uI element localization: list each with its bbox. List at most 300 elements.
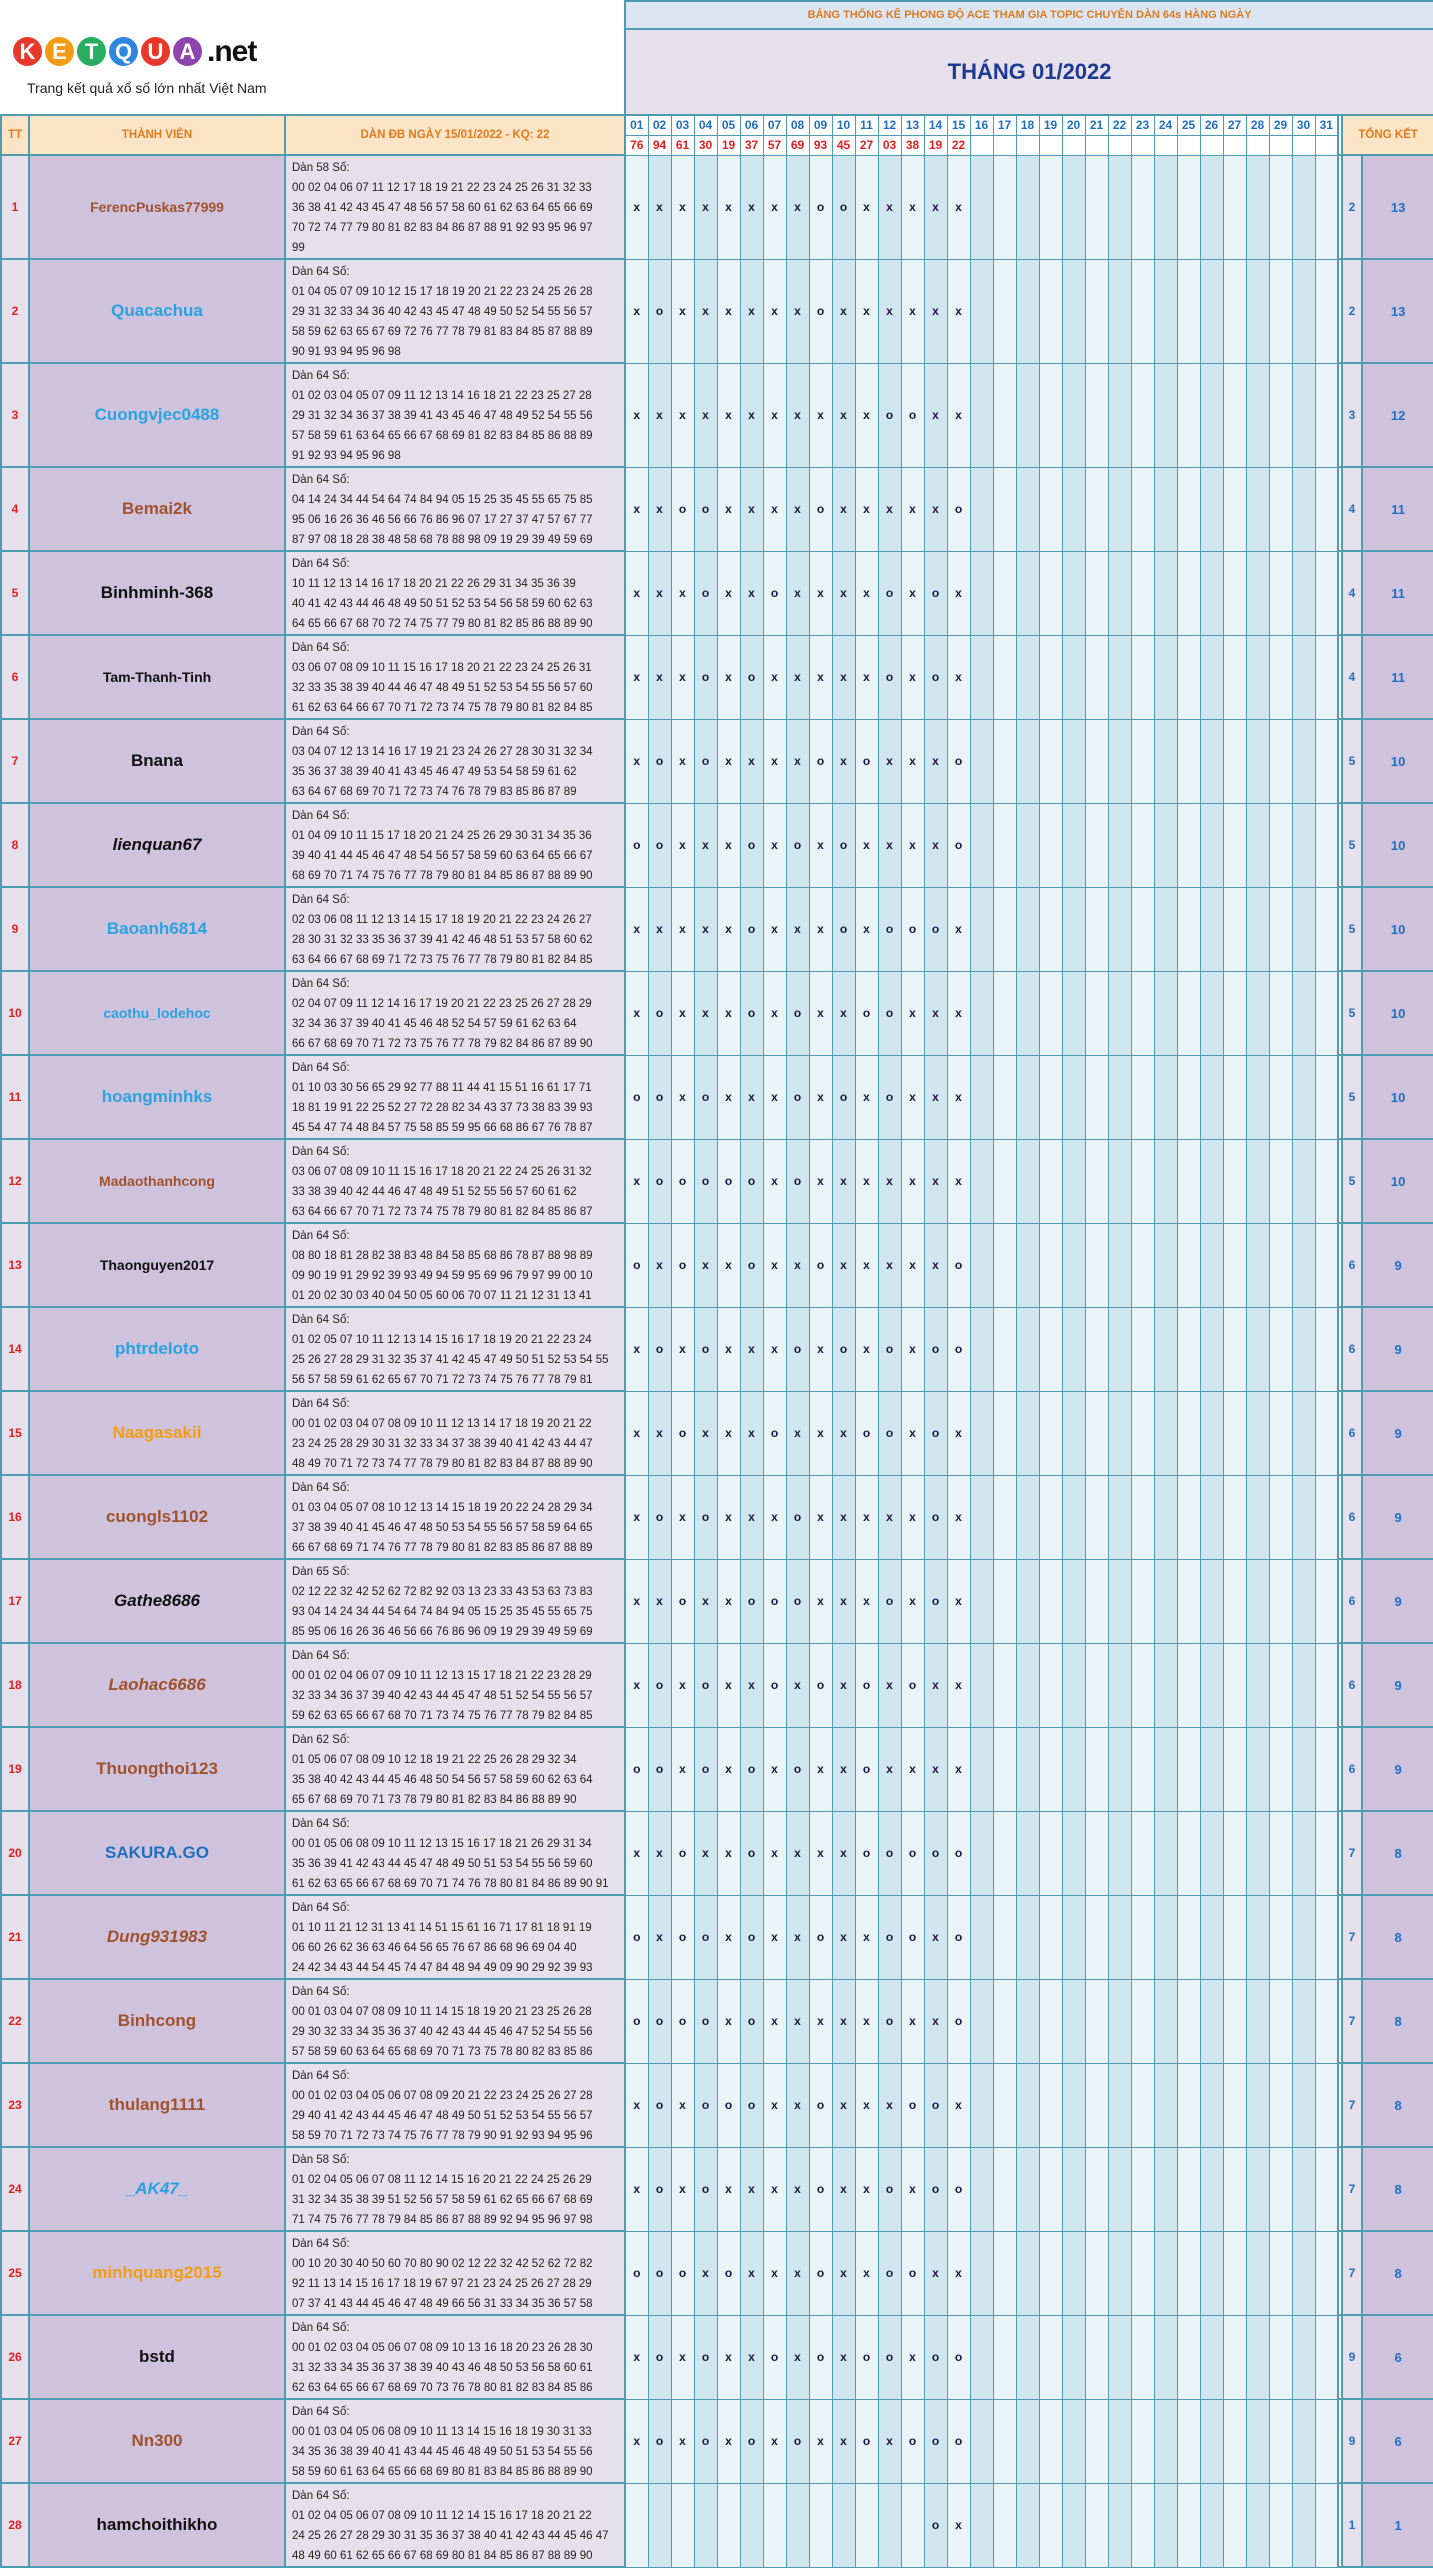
dan-numbers: 01 10 11 21 12 31 13 41 14 51 15 61 16 71 17 81 18 91 19	[292, 1922, 592, 1934]
row-index: 12	[1, 1139, 29, 1223]
day-result-14: 19	[924, 135, 947, 155]
day-mark	[1039, 1727, 1062, 1811]
day-result-25	[1177, 135, 1200, 155]
day-mark	[1039, 2315, 1062, 2399]
day-mark	[1223, 259, 1246, 363]
member-name[interactable]: Baoanh6814	[106, 919, 208, 938]
day-result-03: 61	[671, 135, 694, 155]
day-mark	[1246, 467, 1269, 551]
day-mark	[1223, 719, 1246, 803]
member-cell	[29, 259, 285, 363]
member-cell	[29, 551, 285, 635]
day-mark	[878, 2483, 901, 2567]
member-cell	[29, 719, 285, 803]
member-name[interactable]: Madaothanhcong	[99, 1173, 215, 1189]
day-mark	[1223, 1055, 1246, 1139]
day-mark	[1223, 887, 1246, 971]
row-index: 13	[1, 1223, 29, 1307]
day-mark: o	[832, 803, 855, 887]
day-mark: x	[763, 1895, 786, 1979]
day-mark: o	[832, 887, 855, 971]
header-dan: DÀN ĐB NGÀY 15/01/2022 - KQ: 22	[285, 115, 625, 155]
dan-numbers: 29 31 32 34 36 37 38 39 41 43 45 46 47 48 49 52 54 55 56	[292, 410, 593, 422]
day-mark	[1246, 1055, 1269, 1139]
day-mark	[1246, 1643, 1269, 1727]
day-mark	[1269, 1643, 1292, 1727]
day-mark	[1016, 2147, 1039, 2231]
day-result-22	[1108, 135, 1131, 155]
day-result-05: 19	[717, 135, 740, 155]
dan-cell	[285, 1139, 625, 1223]
day-mark: x	[786, 259, 809, 363]
day-mark	[993, 1139, 1016, 1223]
day-result-11: 27	[855, 135, 878, 155]
dan-numbers: 39 40 41 44 45 46 47 48 54 56 57 58 59 60 63 64 65 66 67	[292, 850, 593, 862]
day-mark: o	[671, 1391, 694, 1475]
day-mark	[1223, 1475, 1246, 1559]
day-mark: o	[809, 155, 832, 259]
day-mark: x	[878, 155, 901, 259]
day-mark: o	[694, 1895, 717, 1979]
day-mark	[1200, 1727, 1223, 1811]
member-name[interactable]: Thuongthoi123	[96, 1759, 218, 1778]
member-name[interactable]: cuongls1102	[105, 1507, 209, 1526]
member-name[interactable]: Thaonguyen2017	[99, 1257, 215, 1273]
dan-numbers: 71 74 75 76 77 78 79 84 85 86 87 88 89 92 94 95 96 97 98	[292, 2214, 593, 2226]
day-mark	[1131, 887, 1154, 971]
member-name[interactable]: thulang1111	[108, 2095, 206, 2114]
day-mark	[970, 1643, 993, 1727]
day-mark	[1269, 1139, 1292, 1223]
day-mark	[970, 635, 993, 719]
member-name[interactable]: Bnana	[131, 751, 183, 770]
member-name[interactable]: SAKURA.GO	[105, 1843, 209, 1862]
day-mark	[1200, 887, 1223, 971]
day-mark	[970, 2315, 993, 2399]
day-mark: x	[763, 2231, 786, 2315]
day-mark: x	[717, 719, 740, 803]
day-mark	[1177, 1139, 1200, 1223]
row-index: 26	[1, 2315, 29, 2399]
dan-cell	[285, 635, 625, 719]
dan-numbers: 29 30 32 33 34 35 36 37 40 42 43 44 45 46 47 52 54 55 56	[292, 2026, 593, 2038]
member-name[interactable]: Quacachua	[111, 301, 203, 320]
day-mark: o	[694, 2147, 717, 2231]
member-name[interactable]: minhquang2015	[92, 2263, 222, 2282]
day-mark: x	[763, 1475, 786, 1559]
day-mark	[809, 2483, 832, 2567]
day-mark	[786, 2483, 809, 2567]
dan-numbers: 24 42 34 43 44 54 45 74 47 84 48 94 49 09 90 29 92 39 93	[292, 1962, 593, 1974]
dan-cell	[285, 719, 625, 803]
day-mark	[1039, 551, 1062, 635]
day-mark	[1131, 2231, 1154, 2315]
day-mark	[1016, 2231, 1039, 2315]
day-mark: o	[878, 1979, 901, 2063]
row-index: 25	[1, 2231, 29, 2315]
day-mark: x	[947, 259, 970, 363]
day-mark: x	[832, 1979, 855, 2063]
day-mark: x	[855, 1223, 878, 1307]
day-mark	[1246, 1895, 1269, 1979]
total-count-b: 6	[1362, 2399, 1433, 2483]
day-mark: o	[740, 2063, 763, 2147]
day-mark	[1269, 2147, 1292, 2231]
day-mark: x	[878, 1139, 901, 1223]
day-mark: x	[901, 259, 924, 363]
row-index: 2	[1, 259, 29, 363]
dan-numbers: 58 59 70 71 72 73 74 75 76 77 78 79 90 91 92 93 94 95 96	[292, 2130, 593, 2142]
row-index: 28	[1, 2483, 29, 2567]
day-mark: x	[717, 887, 740, 971]
day-mark: x	[717, 1391, 740, 1475]
day-mark: x	[832, 2147, 855, 2231]
dan-title: Dàn 64 Số:	[292, 1062, 350, 1074]
member-name[interactable]: lienquan67	[112, 835, 202, 854]
member-name[interactable]: FerencPuskas77999	[90, 199, 224, 215]
day-mark	[1292, 1979, 1315, 2063]
day-mark	[1292, 971, 1315, 1055]
day-mark: x	[901, 971, 924, 1055]
day-mark: x	[901, 1055, 924, 1139]
day-mark: x	[717, 551, 740, 635]
day-mark	[1154, 467, 1177, 551]
member-row	[1, 887, 1433, 971]
day-header-06: 06	[740, 115, 763, 135]
day-mark	[1269, 1391, 1292, 1475]
day-mark: x	[786, 2063, 809, 2147]
day-mark	[1085, 971, 1108, 1055]
day-mark: x	[786, 551, 809, 635]
day-mark: o	[855, 2315, 878, 2399]
day-header-01: 01	[625, 115, 648, 135]
day-mark	[1108, 719, 1131, 803]
day-mark	[1315, 2063, 1338, 2147]
day-mark: o	[901, 2063, 924, 2147]
day-mark: x	[740, 1055, 763, 1139]
day-mark: x	[901, 1139, 924, 1223]
day-mark	[1223, 2063, 1246, 2147]
day-mark	[1062, 363, 1085, 467]
member-name[interactable]: bstd	[139, 2347, 175, 2366]
day-mark: x	[671, 971, 694, 1055]
member-name[interactable]: Gathe8686	[114, 1591, 200, 1610]
day-mark: o	[694, 1979, 717, 2063]
day-mark: x	[901, 1727, 924, 1811]
day-mark	[1177, 1391, 1200, 1475]
dan-numbers: 35 36 39 41 42 43 44 45 47 48 49 50 51 53 54 55 56 59 60	[292, 1858, 593, 1870]
day-mark	[1200, 1391, 1223, 1475]
day-mark	[1246, 1475, 1269, 1559]
day-mark	[993, 803, 1016, 887]
day-mark	[1085, 155, 1108, 259]
day-mark: x	[740, 363, 763, 467]
member-name[interactable]: Bemai2k	[122, 499, 192, 518]
member-name[interactable]: hoangminhks	[101, 1087, 213, 1106]
member-cell	[29, 155, 285, 259]
member-name[interactable]: Cuongvjec0488	[94, 405, 220, 424]
day-mark: o	[809, 1643, 832, 1727]
day-mark	[1108, 2147, 1131, 2231]
member-cell	[29, 1139, 285, 1223]
member-row	[1, 1139, 1433, 1223]
dan-title: Dàn 64 Số:	[292, 1482, 350, 1494]
day-mark	[1177, 259, 1200, 363]
day-mark: x	[671, 635, 694, 719]
row-index: 20	[1, 1811, 29, 1895]
day-mark	[1177, 467, 1200, 551]
day-mark: x	[671, 259, 694, 363]
day-mark: x	[625, 719, 648, 803]
day-mark: x	[832, 1727, 855, 1811]
day-mark	[1039, 887, 1062, 971]
day-mark	[1131, 2147, 1154, 2231]
day-mark	[1108, 1055, 1131, 1139]
day-mark	[1131, 635, 1154, 719]
day-mark	[1200, 635, 1223, 719]
day-mark: x	[625, 1307, 648, 1391]
day-mark	[1039, 1811, 1062, 1895]
day-mark: x	[947, 363, 970, 467]
day-mark: x	[786, 467, 809, 551]
day-mark: o	[924, 2315, 947, 2399]
member-name[interactable]: Naagasakii	[112, 1423, 202, 1442]
day-mark	[970, 1139, 993, 1223]
day-mark	[1269, 155, 1292, 259]
dan-numbers: 61 62 63 64 66 67 70 71 72 73 74 75 78 79 80 81 82 84 85	[292, 702, 593, 714]
day-mark: x	[786, 1895, 809, 1979]
day-header-19: 19	[1039, 115, 1062, 135]
day-mark	[1246, 1811, 1269, 1895]
dan-title: Dàn 64 Số:	[292, 1146, 350, 1158]
day-mark	[1200, 2063, 1223, 2147]
day-header-10: 10	[832, 115, 855, 135]
day-mark	[1131, 2063, 1154, 2147]
day-mark: o	[947, 2315, 970, 2399]
day-mark	[1131, 1223, 1154, 1307]
day-mark	[1039, 363, 1062, 467]
member-name[interactable]: Tam-Thanh-Tinh	[102, 669, 212, 685]
day-mark: x	[648, 1223, 671, 1307]
day-mark	[1246, 1307, 1269, 1391]
member-row	[1, 1223, 1433, 1307]
day-header-21: 21	[1085, 115, 1108, 135]
day-mark	[1223, 1643, 1246, 1727]
day-header-18: 18	[1016, 115, 1039, 135]
day-mark: o	[763, 1643, 786, 1727]
dan-title: Dàn 64 Số:	[292, 370, 350, 382]
member-name[interactable]: Laohac6686	[108, 1675, 206, 1694]
dan-numbers: 23 24 25 28 29 30 31 32 33 34 37 38 39 40 41 42 43 44 47	[292, 1438, 593, 1450]
day-mark	[1154, 1223, 1177, 1307]
total-count-a: 6	[1342, 1727, 1362, 1811]
day-mark: x	[694, 155, 717, 259]
day-mark	[1154, 259, 1177, 363]
day-mark: x	[855, 155, 878, 259]
day-mark: o	[694, 551, 717, 635]
dan-numbers: 01 03 04 05 07 08 10 12 13 14 15 18 19 20 22 24 28 29 34	[292, 1502, 593, 1514]
day-mark	[993, 1811, 1016, 1895]
member-name[interactable]: caothu_lodehoc	[103, 1005, 211, 1021]
dan-numbers: 00 10 20 30 40 50 60 70 80 90 02 12 22 32 42 52 62 72 82	[292, 2258, 593, 2270]
day-mark	[1223, 2399, 1246, 2483]
day-mark: o	[901, 1643, 924, 1727]
day-mark: o	[901, 887, 924, 971]
day-mark	[1200, 467, 1223, 551]
logo-block[interactable]	[1, 1, 625, 115]
total-count-a: 5	[1342, 971, 1362, 1055]
day-mark: x	[740, 1475, 763, 1559]
day-mark: o	[740, 1895, 763, 1979]
day-mark	[1246, 1727, 1269, 1811]
member-name[interactable]: phtrdeloto	[114, 1339, 200, 1358]
dan-cell	[285, 1223, 625, 1307]
dan-title: Dàn 64 Số:	[292, 474, 350, 486]
day-mark: x	[625, 1391, 648, 1475]
day-mark	[1039, 155, 1062, 259]
day-mark: x	[901, 1559, 924, 1643]
day-mark	[1200, 2315, 1223, 2399]
member-name[interactable]: Binhminh-368	[100, 583, 214, 602]
day-result-15: 22	[947, 135, 970, 155]
day-result-26	[1200, 135, 1223, 155]
day-mark: o	[878, 363, 901, 467]
dan-numbers: 66 67 68 69 70 71 72 73 75 76 77 78 79 82 84 86 87 89 90	[292, 1038, 593, 1050]
day-mark	[1246, 551, 1269, 635]
row-index: 11	[1, 1055, 29, 1139]
day-mark: x	[625, 155, 648, 259]
total-count-b: 9	[1362, 1559, 1433, 1643]
day-mark: x	[832, 363, 855, 467]
day-mark: o	[648, 2063, 671, 2147]
day-mark	[1039, 1895, 1062, 1979]
day-header-05: 05	[717, 115, 740, 135]
day-mark: x	[763, 887, 786, 971]
day-mark	[1200, 803, 1223, 887]
dan-cell	[285, 887, 625, 971]
day-mark	[1108, 1979, 1131, 2063]
header-member: THÀNH VIÊN	[29, 115, 285, 155]
day-mark: x	[786, 635, 809, 719]
member-name[interactable]: _AK47_	[125, 2179, 189, 2198]
row-index: 24	[1, 2147, 29, 2231]
dan-numbers: 37 38 39 40 41 45 46 47 48 50 53 54 55 56 57 58 59 64 65	[292, 1522, 593, 1534]
day-mark	[1200, 1643, 1223, 1727]
member-name[interactable]: Nn300	[131, 2431, 183, 2450]
day-mark	[1177, 363, 1200, 467]
day-mark	[1246, 635, 1269, 719]
day-mark	[1292, 803, 1315, 887]
member-name[interactable]: Dung931983	[106, 1927, 208, 1946]
day-mark: x	[786, 887, 809, 971]
dan-title: Dàn 64 Số:	[292, 642, 350, 654]
member-name[interactable]: hamchoithikho	[96, 2515, 218, 2534]
day-header-26: 26	[1200, 115, 1223, 135]
dan-numbers: 07 37 41 43 44 45 46 47 48 49 66 56 31 33 34 35 36 57 58	[292, 2298, 593, 2310]
dan-cell	[285, 803, 625, 887]
day-mark	[1315, 2147, 1338, 2231]
day-mark: x	[809, 635, 832, 719]
day-mark	[1269, 2399, 1292, 2483]
day-mark	[1085, 1055, 1108, 1139]
total-count-b: 9	[1362, 1727, 1433, 1811]
day-mark: o	[947, 1811, 970, 1895]
day-mark: x	[671, 2399, 694, 2483]
day-mark: o	[855, 971, 878, 1055]
day-mark: x	[763, 803, 786, 887]
day-mark: o	[740, 887, 763, 971]
dan-cell	[285, 1475, 625, 1559]
dan-numbers: 02 12 22 32 42 52 62 72 82 92 03 13 23 33 43 53 63 73 83	[292, 1586, 593, 1598]
day-mark	[1292, 1895, 1315, 1979]
day-mark	[855, 2483, 878, 2567]
dan-numbers: 63 64 66 67 68 69 71 72 73 75 76 77 78 79 80 81 82 84 85	[292, 954, 593, 966]
dan-numbers: 85 95 06 16 26 36 46 56 66 76 86 96 09 19 29 39 49 59 69	[292, 1626, 593, 1638]
dan-numbers: 02 04 07 09 11 12 14 16 17 19 20 21 22 23 25 26 27 28 29	[292, 998, 592, 1010]
day-mark	[1269, 551, 1292, 635]
day-mark	[1062, 155, 1085, 259]
day-mark: x	[740, 2315, 763, 2399]
day-mark: x	[947, 1391, 970, 1475]
dan-cell	[285, 1391, 625, 1475]
day-mark	[970, 803, 993, 887]
day-mark	[1108, 155, 1131, 259]
day-mark: o	[947, 1979, 970, 2063]
day-mark: o	[878, 2147, 901, 2231]
day-mark: o	[901, 1811, 924, 1895]
day-mark	[1292, 155, 1315, 259]
day-mark	[993, 1055, 1016, 1139]
day-mark: x	[717, 1811, 740, 1895]
day-mark	[1246, 1391, 1269, 1475]
member-row	[1, 155, 1433, 259]
day-mark: x	[855, 259, 878, 363]
day-mark	[1292, 363, 1315, 467]
day-mark	[993, 2399, 1016, 2483]
day-mark	[1062, 1307, 1085, 1391]
day-mark: o	[648, 971, 671, 1055]
day-mark: x	[924, 1643, 947, 1727]
day-header-16: 16	[970, 115, 993, 135]
day-mark: x	[763, 2399, 786, 2483]
dan-numbers: 34 35 36 38 39 40 41 43 44 45 46 48 49 50 51 53 54 55 56	[292, 2446, 593, 2458]
row-index: 5	[1, 551, 29, 635]
day-mark: o	[878, 551, 901, 635]
day-mark	[1062, 2483, 1085, 2567]
day-mark	[1154, 1139, 1177, 1223]
dan-numbers: 01 04 05 07 09 10 12 15 17 18 19 20 21 22 23 24 25 26 28	[292, 286, 593, 298]
day-mark	[1062, 259, 1085, 363]
day-mark	[1039, 2147, 1062, 2231]
day-mark	[1016, 1979, 1039, 2063]
day-mark: o	[648, 1055, 671, 1139]
day-mark	[1292, 1139, 1315, 1223]
day-mark: o	[855, 1391, 878, 1475]
dan-title: Dàn 64 Số:	[292, 2238, 350, 2250]
day-header-17: 17	[993, 115, 1016, 135]
dan-numbers: 87 97 08 18 28 38 48 58 68 78 88 98 09 19 29 39 49 59 69	[292, 534, 593, 546]
day-mark: x	[901, 1391, 924, 1475]
member-name[interactable]: Binhcong	[117, 2011, 197, 2030]
day-mark: x	[947, 887, 970, 971]
day-mark	[1062, 1223, 1085, 1307]
day-mark	[1016, 2483, 1039, 2567]
dan-title: Dàn 64 Số:	[292, 2070, 350, 2082]
day-mark: x	[809, 1811, 832, 1895]
day-mark: o	[901, 363, 924, 467]
day-mark: x	[740, 1643, 763, 1727]
day-mark	[1223, 1811, 1246, 1895]
